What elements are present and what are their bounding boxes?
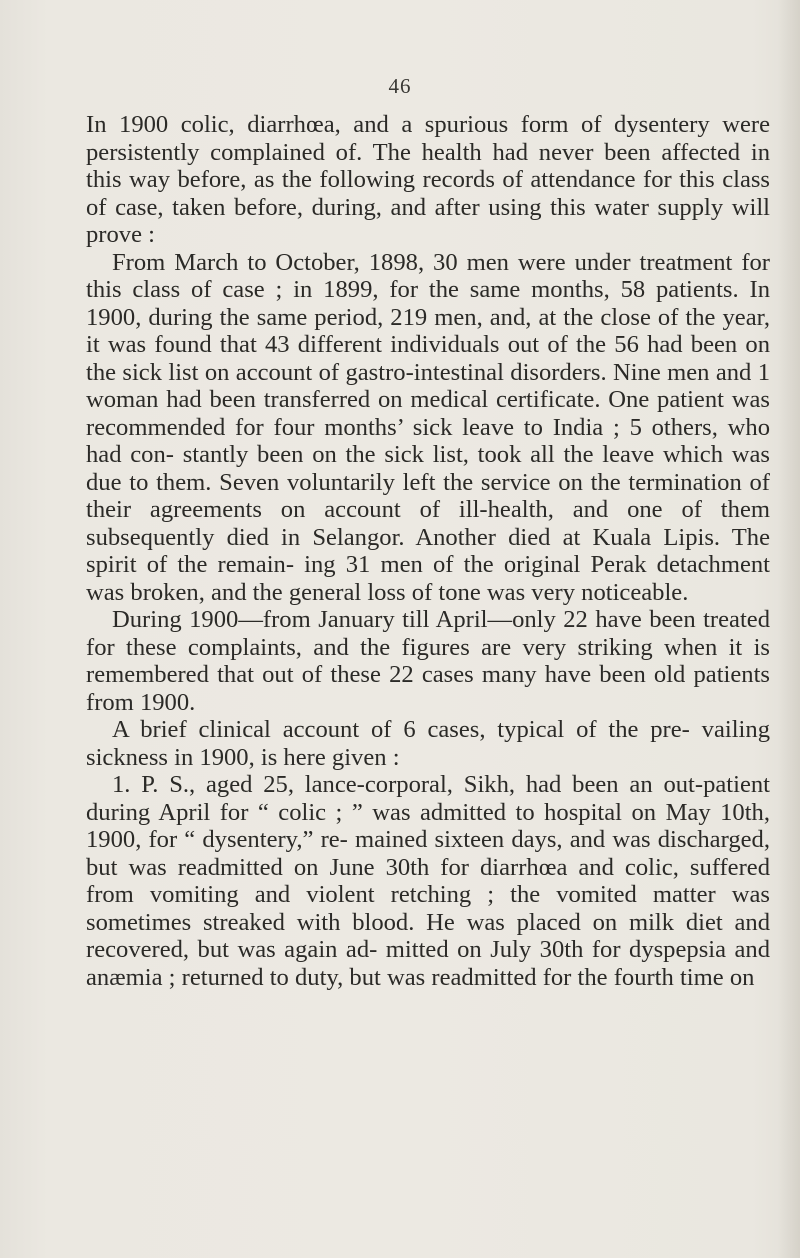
paragraph-during-1900: During 1900—from January till April—only 22 have been treated for these complaints, and the figures are very striking when it is remembered that out of these 22 cases many have been old patients from 1900. [86,606,770,716]
paragraph-intro: In 1900 colic, diarrhœa, and a spurious form of dysentery were persistently complained of. The health had never been affected in this way before, as the following records of attendance for this class of case, taken before, during, and after using this water supply will prove : [86,111,770,248]
paragraph-attendance-records: From March to October, 1898, 30 men were under treatment for this class of case ; in 1899, for the same months, 58 patients. In 1900, during the same period, 219 men, and, at the close of the year, it was found that 43 different individuals out of the 56 had been on the sick list on account of gastro-intestinal disorders. Nine men and 1 woman had been transferred on medical certificate. One patient was recommended for four months’ sick leave to India ; 5 others, who had con- stantly been on the sick list, took all the leave which was due to them. Seven voluntarily left the service on the termination of their agreements on account of ill-health, and one of them subsequently died in Selangor. Another died at Kuala Lipis. The spirit of the remain- ing 31 men of the original Perak detachment was broken, and the general loss of tone was very noticeable. [86,248,770,606]
paragraph-clinical-intro: A brief clinical account of 6 cases, typical of the pre- vailing sickness in 1900, is here given : [86,716,770,771]
page-edge-shadow [778,0,800,1258]
paragraph-case-1: 1. P. S., aged 25, lance-corporal, Sikh, had been an out-patient during April for “ colic ; ” was admitted to hospital on May 10th, 1900, for “ dysentery,” re- mained sixteen days, and was discharged, but was readmitted on June 30th for diarrhœa and colic, suffered from vomiting and violent retching ; the vomited matter was sometimes streaked with blood. He was placed on milk diet and recovered, but was again ad- mitted on July 30th for dyspepsia and anæmia ; returned to duty, but was readmitted for the fourth time on [86,771,770,991]
body-text [86,111,770,991]
page-number: 46 [388,74,412,98]
